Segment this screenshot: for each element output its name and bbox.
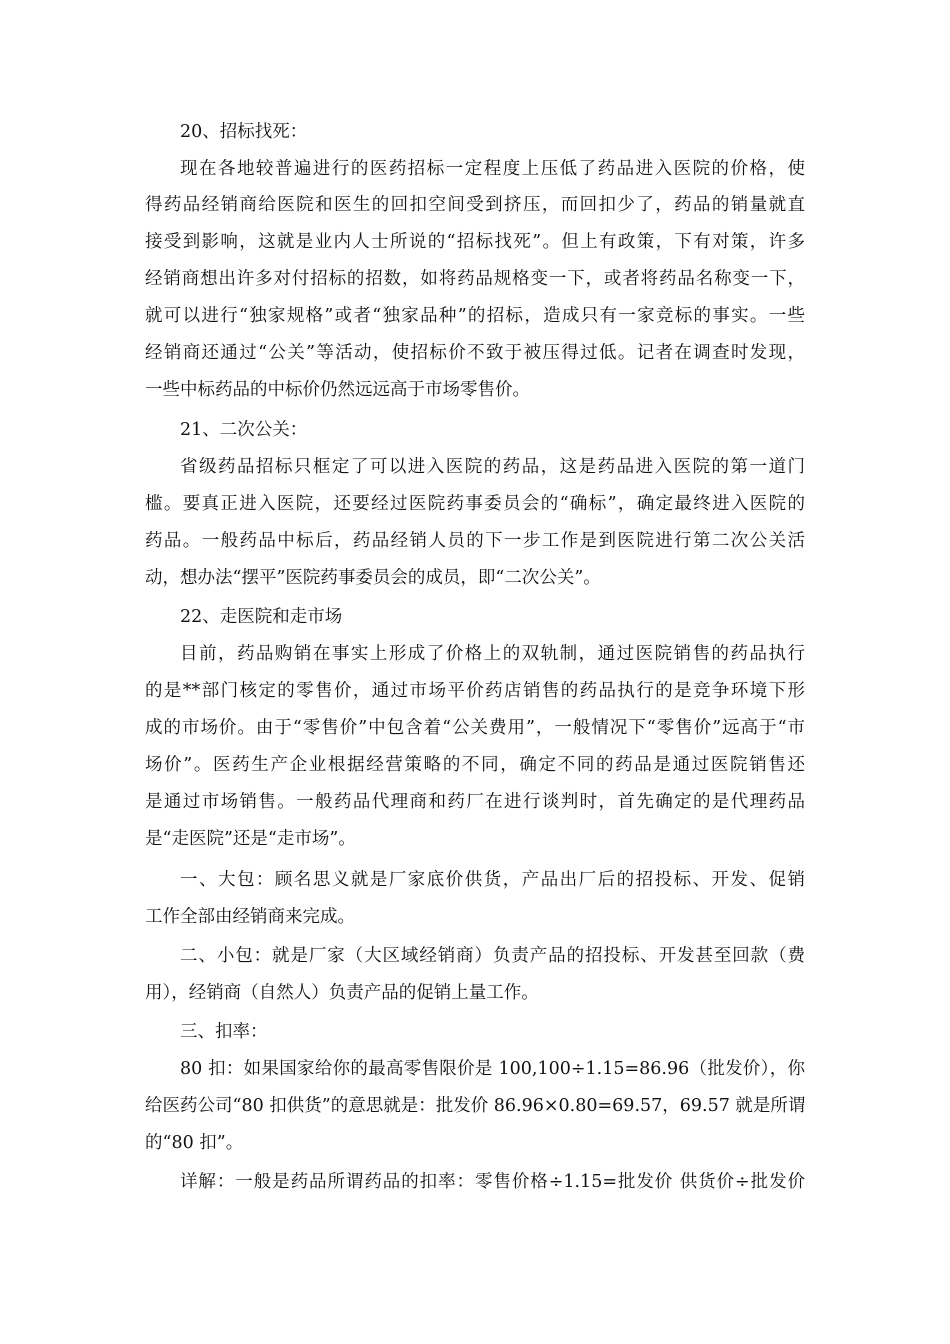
paragraph-line xyxy=(0,1094,950,1118)
line-text: 省级药品招标只框定了可以进入医院的药品，这是药品进入医院的第一道门 xyxy=(180,457,805,477)
paragraph-line xyxy=(0,267,950,291)
line-text: 给医药公司“80 扣供货”的意思就是：批发价 86.96×0.80=69.57，69.57 就是所谓 xyxy=(145,1096,806,1116)
line-text: 经销商还通过“公关”等活动，使招标价不致于被压得过低。记者在调查时发现， xyxy=(145,343,805,363)
paragraph-line xyxy=(0,1057,950,1081)
heading-text: 20、招标找死： xyxy=(180,122,308,142)
paragraph-line xyxy=(0,790,950,814)
paragraph-line xyxy=(0,566,950,590)
line-text: 槛。要真正进入医院，还要经过医院药事委员会的“确标”，确定最终进入医院的 xyxy=(145,494,805,514)
line-text: 二、小包：就是厂家（大区域经销商）负责产品的招投标、开发甚至回款（费 xyxy=(180,946,805,966)
line-text: 一、大包：顾名思义就是厂家底价供货，产品出厂后的招投标、开发、促销 xyxy=(180,870,805,890)
paragraph-line xyxy=(0,378,950,402)
line-text: 是通过市场销售。一般药品代理商和药厂在进行谈判时，首先确定的是代理药品 xyxy=(145,792,805,812)
paragraph-line xyxy=(0,905,950,929)
paragraph-line xyxy=(0,1170,950,1194)
paragraph-line xyxy=(0,529,950,553)
paragraph-line xyxy=(0,492,950,516)
line-text: 是“走医院”还是“走市场”。 xyxy=(145,829,356,849)
paragraph-line xyxy=(0,230,950,254)
paragraph-line xyxy=(0,827,950,851)
paragraph-line xyxy=(0,455,950,479)
paragraph-line xyxy=(0,304,950,328)
paragraph-line xyxy=(0,944,950,968)
line-text: 就可以进行“独家规格”或者“独家品种”的招标，造成只有一家竞标的事实。一些 xyxy=(145,306,805,326)
line-text: 工作全部由经销商来完成。 xyxy=(145,907,355,927)
section-heading-21 xyxy=(0,418,950,442)
section-heading-22 xyxy=(0,605,950,629)
line-text: 详解：一般是药品所谓药品的扣率：零售价格÷1.15=批发价 供货价÷批发价 xyxy=(180,1172,805,1192)
line-text: 经销商想出许多对付招标的招数，如将药品规格变一下，或者将药品名称变一下， xyxy=(145,269,805,289)
line-text: 场价”。医药生产企业根据经营策略的不同，确定不同的药品是通过医院销售还 xyxy=(145,755,805,775)
line-text: 的是**部门核定的零售价，通过市场平价药店销售的药品执行的是竞争环境下形 xyxy=(145,681,805,701)
line-text: 用），经销商（自然人）负责产品的促销上量工作。 xyxy=(145,983,539,1003)
paragraph-line xyxy=(0,716,950,740)
line-text: 接受到影响，这就是业内人士所说的“招标找死”。但上有政策，下有对策，许多 xyxy=(145,232,805,252)
paragraph-line xyxy=(0,157,950,181)
paragraph-line xyxy=(0,679,950,703)
section-heading-discount xyxy=(0,1020,950,1044)
line-text: 的“80 扣”。 xyxy=(145,1133,244,1153)
line-text: 药品。一般药品中标后，药品经销人员的下一步工作是到医院进行第二次公关活 xyxy=(145,531,805,551)
line-text: 动，想办法“摆平”医院药事委员会的成员，即“二次公关”。 xyxy=(145,568,601,588)
heading-text: 21、二次公关： xyxy=(180,420,308,440)
line-text: 80 扣：如果国家给你的最高零售限价是 100,100÷1.15=86.96（批发价），你 xyxy=(180,1059,805,1079)
line-text: 现在各地较普遍进行的医药招标一定程度上压低了药品进入医院的价格，使 xyxy=(180,159,805,179)
paragraph-line xyxy=(0,868,950,892)
paragraph-line xyxy=(0,981,950,1005)
line-text: 成的市场价。由于“零售价”中包含着“公关费用”，一般情况下“零售价”远高于“市 xyxy=(145,718,805,738)
heading-text: 22、走医院和走市场 xyxy=(180,607,343,627)
paragraph-line xyxy=(0,1131,950,1155)
paragraph-line xyxy=(0,341,950,365)
heading-text: 三、扣率： xyxy=(180,1022,268,1042)
paragraph-line xyxy=(0,193,950,217)
line-text: 一些中标药品的中标价仍然远远高于市场零售价。 xyxy=(145,380,530,400)
paragraph-line xyxy=(0,642,950,666)
line-text: 得药品经销商给医院和医生的回扣空间受到挤压，而回扣少了，药品的销量就直 xyxy=(145,195,805,215)
line-text: 目前，药品购销在事实上形成了价格上的双轨制，通过医院销售的药品执行 xyxy=(180,644,805,664)
section-heading-20 xyxy=(0,120,950,144)
paragraph-line xyxy=(0,753,950,777)
